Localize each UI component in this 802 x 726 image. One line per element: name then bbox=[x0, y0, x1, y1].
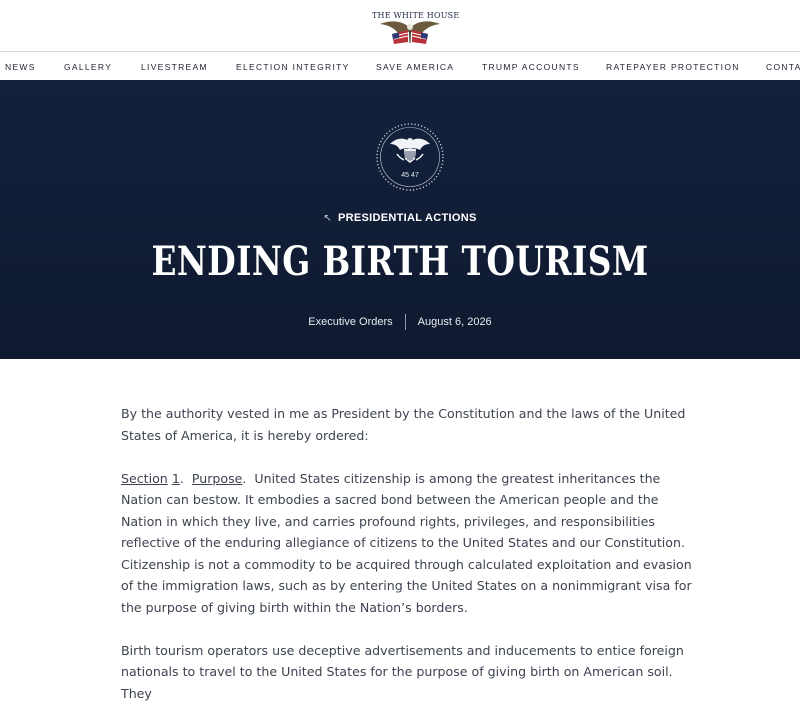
meta-date: August 6, 2026 bbox=[417, 315, 492, 328]
logo-text: THE WHITE HOUSE bbox=[372, 11, 460, 20]
second-paragraph: Birth tourism operators use deceptive advertisements and inducements to entice foreign nationals to travel to the United States for the purpose of giving birth on American soil. They bbox=[121, 642, 684, 701]
nav-contact[interactable]: CONTA bbox=[766, 62, 802, 72]
category-link[interactable] bbox=[0, 212, 800, 224]
eagle-flag-icon bbox=[372, 8, 460, 46]
article-body bbox=[121, 403, 701, 726]
meta-divider bbox=[405, 314, 406, 330]
section-label: Section bbox=[121, 470, 168, 486]
article-meta bbox=[0, 314, 800, 330]
nav-livestream[interactable]: LIVESTREAM bbox=[141, 62, 208, 72]
arrow-up-left-icon: ↖ bbox=[323, 213, 333, 224]
meta-type-link[interactable]: Executive Orders bbox=[308, 315, 393, 328]
section-title: Purpose bbox=[191, 470, 243, 486]
hero-banner bbox=[0, 80, 800, 359]
presidential-seal-icon bbox=[375, 122, 445, 192]
intro-paragraph: By the authority vested in me as President by the Constitution and the laws of the United States of America, it is hereby ordered: bbox=[121, 406, 686, 443]
section-text: United States citizenship is among the greatest inheritances the Nation can bestow. It embodies a sacred bond between the American people and the Nation in which they live, and carries profound rights, privileges, and responsibilities reflective of the enduring allegiance of citizens to the United States and our Constitution. Citizenship is not a commodity to be acquired through calculated exploitation and evasion of the immigration laws, such as by entering the United States on a nonimmigrant visa for the purpose of giving birth within the Nation’s borders. bbox=[121, 470, 692, 615]
section-paragraph: Section 1. Purpose. United States citizenship is among the greatest inheritances the Nation can bestow. It embodies a sacred bond between the American people and the Nation in which they live, and carries profound rights, privileges, and responsibilities reflective of the enduring allegiance of citizens to the United States and our Constitution. Citizenship is not a commodity to be acquired through calculated exploitation and evasion of the immigration laws, such as by entering the United States on a nonimmigrant visa for the purpose of giving birth within the Nation’s borders. bbox=[121, 470, 692, 615]
nav-news[interactable]: NEWS bbox=[5, 62, 36, 72]
nav-trump-accounts[interactable]: TRUMP ACCOUNTS bbox=[482, 62, 580, 72]
nav-save-america[interactable]: SAVE AMERICA bbox=[376, 62, 455, 72]
white-house-logo[interactable] bbox=[372, 8, 460, 46]
site-header bbox=[0, 0, 800, 52]
nav-gallery[interactable]: GALLERY bbox=[64, 62, 113, 72]
nav-election-integrity[interactable]: ELECTION INTEGRITY bbox=[236, 62, 350, 72]
page-title: ENDING BIRTH TOURISM bbox=[151, 238, 649, 285]
main-nav bbox=[0, 52, 800, 80]
nav-ratepayer-protection[interactable]: RATEPAYER PROTECTION bbox=[606, 62, 740, 72]
category-label: PRESIDENTIAL ACTIONS bbox=[338, 212, 477, 224]
section-number: 1 bbox=[171, 470, 180, 486]
seal-numbers: 45 47 bbox=[401, 172, 419, 179]
